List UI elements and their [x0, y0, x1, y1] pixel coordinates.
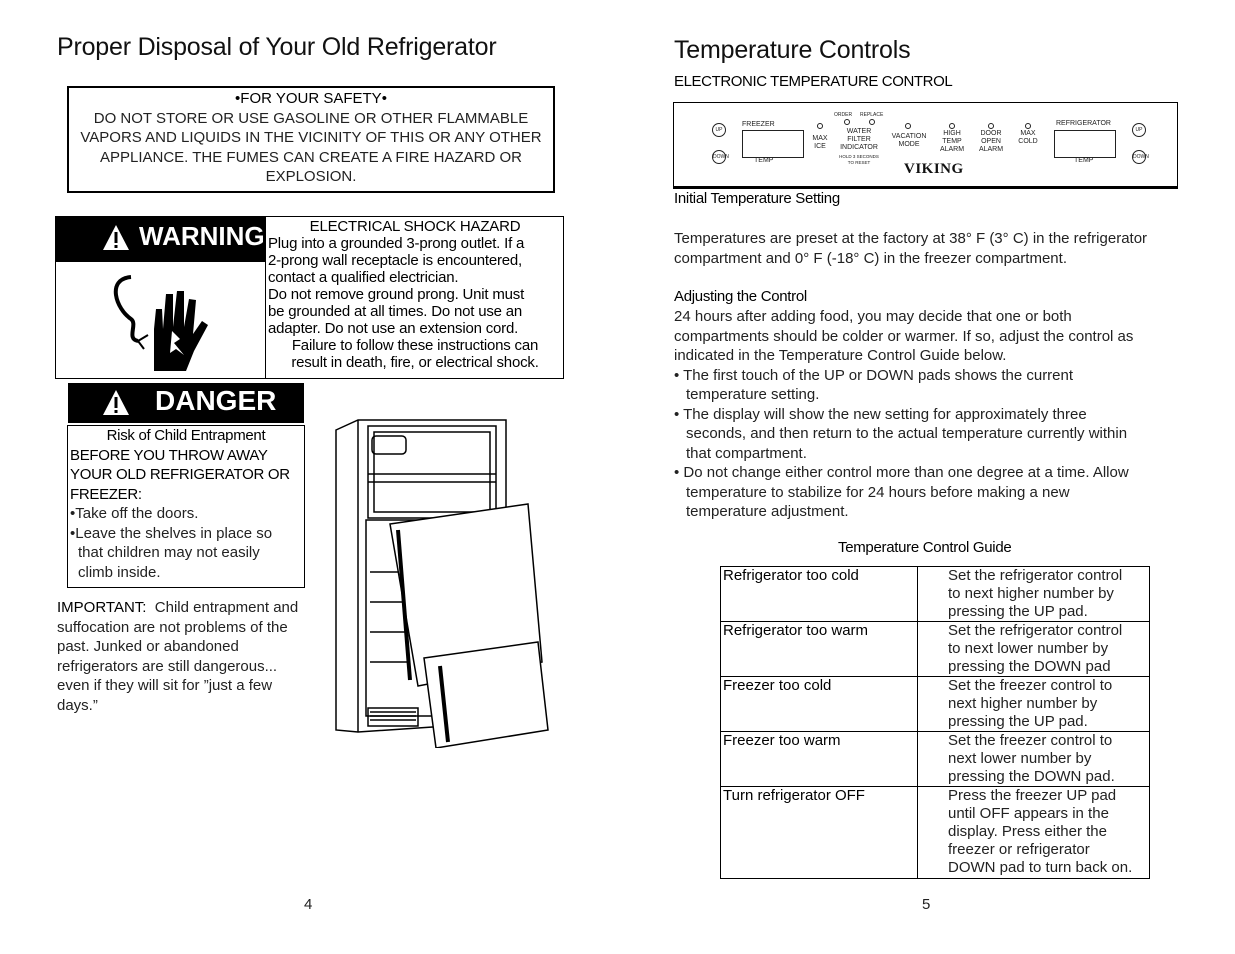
freezer-temp-label: TEMP	[754, 157, 774, 164]
initial-setting-paragraph: Temperatures are preset at the factory at 38° F (3° C) in the refrigerator compartment and 0° F (-18° C) in the freezer compartment.	[674, 230, 1148, 267]
page-number-left: 4	[304, 896, 313, 913]
high-temp-alarm-label: HIGH TEMP ALARM	[939, 130, 965, 153]
warning-line: Do not remove ground prong. Unit must	[268, 286, 525, 303]
warning-line: contact a qualified electrician.	[268, 269, 459, 286]
warning-heading: ELECTRICAL SHOCK HAZARD	[309, 218, 521, 235]
danger-bullet: that children may not easily	[78, 544, 260, 561]
hold-reset-label: HOLD 3 SECONDS TO RESET	[839, 154, 879, 165]
temperature-control-guide-table	[720, 566, 1150, 879]
vacation-mode-label: VACATION MODE	[891, 133, 927, 148]
refrigerator-temp-label: TEMP	[1074, 157, 1094, 164]
control-panel-diagram	[673, 102, 1178, 187]
important-line: past. Junked or abandoned	[57, 638, 239, 655]
safety-line: EXPLOSION.	[265, 168, 357, 185]
refrigerator-display	[1054, 130, 1116, 158]
warning-line: result in death, fire, or electrical shock.	[291, 354, 539, 371]
safety-line: DO NOT STORE OR USE GASOLINE OR OTHER FLAMMABLE	[93, 109, 529, 127]
action-cell: Set the freezer control to next lower number by pressing the DOWN pad.	[918, 732, 1150, 787]
adjusting-paragraph: 24 hours after adding food, you may decide that one or both compartments should be colder or warmer. If so, adjust the control as indicated in the Temperature Control Guide below. • The first touch of the UP or DOWN pads shows the current temperature setting. • The display will show the new setting for approximately three seconds, and then return to the actual temperature currently within that compartment. • Do not change either control more than one degree at a time. Allow temperature to stabilize for 24 hours before making a new temperature adjustment.	[674, 307, 1194, 522]
warning-label: WARNING	[139, 221, 265, 251]
danger-bullet: •Take off the doors.	[70, 505, 199, 522]
important-line: days.”	[57, 696, 98, 714]
warning-line: adapter. Do not use an extension cord.	[268, 320, 519, 337]
danger-heading: Risk of Child Entrapment	[106, 427, 266, 444]
warning-line: 2-prong wall receptacle is encountered,	[268, 252, 523, 269]
warning-line: Plug into a grounded 3-prong outlet. If a	[268, 235, 525, 252]
important-line: Child entrapment and	[154, 599, 299, 616]
order-indicator	[844, 119, 850, 125]
table-row	[721, 732, 1150, 787]
action-cell: Press the freezer UP pad until OFF appears in the display. Press either the freezer or refrigerator DOWN pad to turn back on.	[918, 787, 1150, 879]
door-open-indicator	[988, 123, 994, 129]
freezer-up-pad[interactable]: UP	[712, 123, 726, 137]
vacation-indicator	[905, 123, 911, 129]
viking-logo: VIKING	[904, 161, 964, 177]
replace-indicator	[869, 119, 875, 125]
table-row	[721, 677, 1150, 732]
safety-heading: •FOR YOUR SAFETY•	[235, 90, 387, 107]
warning-banner	[56, 217, 265, 261]
max-ice-label: MAX ICE	[812, 135, 828, 150]
high-temp-indicator	[949, 123, 955, 129]
condition-cell: Freezer too warm	[721, 732, 918, 787]
refrigerator-illustration	[328, 412, 550, 748]
refrigerator-up-pad[interactable]: UP	[1132, 123, 1146, 137]
action-cell: Set the refrigerator control to next higher number by pressing the UP pad.	[918, 567, 1150, 622]
bullet-item: • Do not change either control more than one degree at a time. Allow	[674, 464, 1129, 481]
action-cell: Set the refrigerator control to next lower number by pressing the DOWN pad	[918, 622, 1150, 677]
table-row	[721, 567, 1150, 622]
important-line: refrigerators are still dangerous...	[57, 657, 278, 675]
warning-line: Failure to follow these instructions can	[291, 337, 539, 354]
electric-shock-hand-icon	[76, 269, 226, 377]
order-label: ORDER	[834, 112, 853, 118]
important-paragraph	[57, 598, 327, 715]
warning-line: be grounded at all times. Do not use an	[268, 303, 523, 320]
initial-setting-heading: Initial Temperature Setting	[674, 190, 840, 207]
danger-bullet: climb inside.	[78, 563, 161, 581]
action-cell: Set the freezer control to next higher number by pressing the UP pad.	[918, 677, 1150, 732]
max-cold-label: MAX COLD	[1018, 130, 1038, 145]
danger-box	[67, 425, 305, 588]
danger-banner	[68, 383, 304, 423]
danger-line: YOUR OLD REFRIGERATOR OR	[70, 466, 290, 483]
important-line: suffocation are not problems of the	[57, 618, 288, 636]
freezer-label: FREEZER	[742, 121, 775, 128]
safety-line: APPLIANCE. THE FUMES CAN CREATE A FIRE HAZARD OR	[99, 148, 523, 166]
danger-line: FREEZER:	[70, 485, 142, 503]
max-ice-indicator	[817, 123, 823, 129]
adjusting-heading: Adjusting the Control	[674, 288, 807, 305]
warning-text	[268, 218, 562, 371]
danger-line: BEFORE YOU THROW AWAY	[70, 446, 268, 464]
section-subtitle: ELECTRONIC TEMPERATURE CONTROL	[674, 73, 953, 90]
safety-notice-box	[67, 86, 555, 193]
condition-cell: Freezer too cold	[721, 677, 918, 732]
bullet-item: • The first touch of the UP or DOWN pads shows the current	[674, 366, 1074, 384]
water-filter-label: WATER FILTER INDICATOR	[840, 128, 878, 151]
warning-triangle-icon	[101, 223, 131, 253]
table-row	[721, 787, 1150, 879]
freezer-display	[742, 130, 804, 158]
warning-block	[55, 216, 564, 379]
max-cold-indicator	[1025, 123, 1031, 129]
condition-cell: Refrigerator too warm	[721, 622, 918, 677]
freezer-down-pad[interactable]: DOWN	[712, 150, 726, 164]
left-page-title: Proper Disposal of Your Old Refrigerator	[57, 33, 497, 61]
condition-cell: Refrigerator too cold	[721, 567, 918, 622]
door-open-alarm-label: DOOR OPEN ALARM	[978, 130, 1004, 153]
danger-label: DANGER	[155, 385, 277, 416]
bullet-item: • The display will show the new setting for approximately three	[674, 405, 1087, 423]
important-line: even if they will sit for ”just a few	[57, 677, 273, 694]
table-row	[721, 622, 1150, 677]
danger-bullet: •Leave the shelves in place so	[70, 524, 273, 542]
refrigerator-down-pad[interactable]: DOWN	[1132, 150, 1146, 164]
condition-cell: Turn refrigerator OFF	[721, 787, 918, 879]
right-page-title: Temperature Controls	[674, 36, 911, 64]
refrigerator-label: REFRIGERATOR	[1056, 120, 1111, 127]
page-number-right: 5	[922, 896, 931, 913]
guide-title: Temperature Control Guide	[838, 539, 1012, 556]
safety-line: VAPORS AND LIQUIDS IN THE VICINITY OF THIS OR ANY OTHER	[80, 129, 542, 146]
important-label: IMPORTANT:	[57, 599, 147, 616]
danger-triangle-icon	[101, 388, 131, 418]
replace-label: REPLACE	[860, 112, 884, 118]
